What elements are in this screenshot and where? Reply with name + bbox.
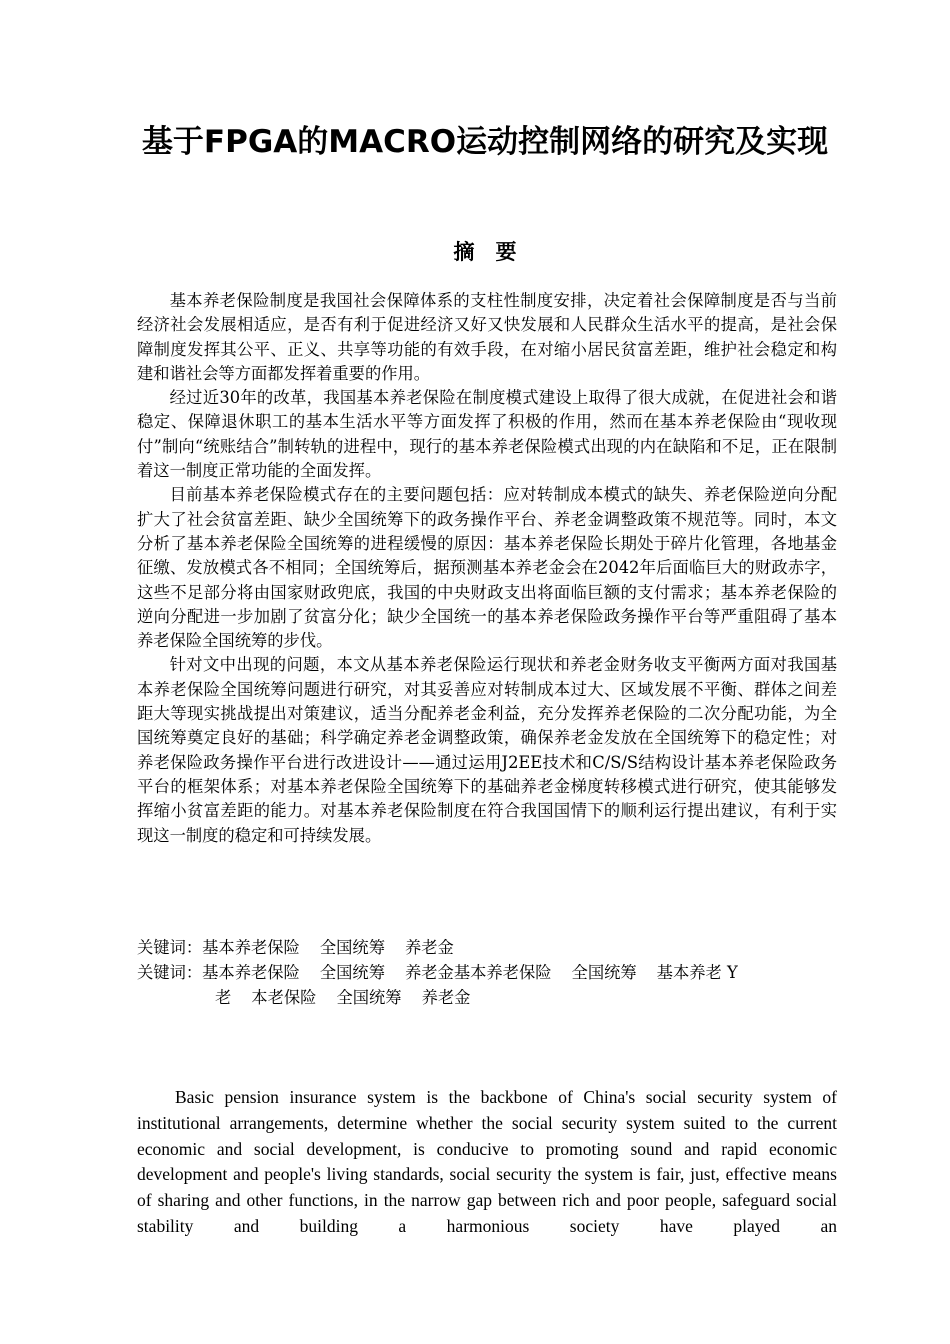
english-paragraph: Basic pension insurance system is the backbone of China's social security system of institutional arrangements, determine whether the social security system suited to the current economic and social development, is conducive to promoting sound and rapid economic development and people's living standards, social security the system is fair, just, effective means of sharing and other functions, in the narrow gap between rich and poor people, safeguard social stability and building a harmonious society have played an xyxy=(137,1087,837,1236)
keywords-block xyxy=(137,936,837,1010)
abstract-paragraph: 针对文中出现的问题，本文从基本养老保险运行现状和养老金财务收支平衡两方面对我国基本养老保险全国统筹问题进行研究，对其妥善应对转制成本过大、区域发展不平衡、群体之间差距大等现实挑战提出对策建议，适当分配养老金利益，充分发挥养老保险的二次分配功能，为全国统筹奠定良好的基础；科学确定养老金调整政策，确保养老金发放在全国统筹下的稳定性；对养老保险政务操作平台进行改进设计——通过运用J2EE技术和C/S/S结构设计基本养老保险政务平台的框架体系；对基本养老保险全国统筹下的基础养老金梯度转移模式进行研究，使其能够发挥缩小贫富差距的能力。对基本养老保险制度在符合我国国情下的顺利运行提出建议，有利于实现这一制度的稳定和可持续发展。 xyxy=(137,655,837,845)
document-title: 基于FPGA的MACRO运动控制网络的研究及实现 xyxy=(141,124,829,160)
keywords-line-continued xyxy=(137,986,837,1011)
english-abstract xyxy=(137,1085,837,1240)
abstract-paragraph: 经过近30年的改革，我国基本养老保险在制度模式建设上取得了很大成就，在促进社会和谐稳定、保障退休职工的基本生活水平等方面发挥了积极的作用，然而在基本养老保险由“现收现付”制向“统账结合”制转轨的进程中，现行的基本养老保险模式出现的内在缺陷和不足，正在限制着这一制度正常功能的全面发挥。 xyxy=(137,388,837,481)
chinese-abstract xyxy=(137,289,837,848)
keywords-label: 关键词： xyxy=(137,938,203,957)
keyword: 养老金 xyxy=(421,987,471,1007)
keyword: 基本养老保险 xyxy=(202,962,300,982)
keyword: 养老金 xyxy=(404,938,454,957)
keyword: 全国统筹 xyxy=(336,987,402,1007)
keywords-line xyxy=(137,936,837,961)
keywords-label: 关键词： xyxy=(137,962,203,982)
keyword: 基本养老 Y xyxy=(656,962,738,982)
abstract-heading: 摘 要 xyxy=(453,240,517,264)
keyword: 全国统筹 xyxy=(571,962,637,982)
keywords-line xyxy=(137,961,837,986)
keyword: 养老金基本养老保险 xyxy=(404,962,552,982)
keyword: 老 xyxy=(215,987,232,1007)
abstract-paragraph: 基本养老保险制度是我国社会保障体系的支柱性制度安排，决定着社会保障制度是否与当前经济社会发展相适应，是否有利于促进经济又好又快发展和人民群众生活水平的提高，是社会保障制度发挥其公平、正义、共享等功能的有效手段，在对缩小居民贫富差距，维护社会稳定和构建和谐社会等方面都发挥着重要的作用。 xyxy=(137,291,837,383)
keyword: 本老保险 xyxy=(251,987,317,1007)
keyword: 全国统筹 xyxy=(319,938,385,957)
abstract-paragraph: 目前基本养老保险模式存在的主要问题包括：应对转制成本模式的缺失、养老保险逆向分配扩大了社会贫富差距、缺少全国统筹下的政务操作平台、养老金调整政策不规范等。同时，本文分析了基本养老保险全国统筹的进程缓慢的原因：基本养老保险长期处于碎片化管理，各地基金征缴、发放模式各不相同；全国统筹后，据预测基本养老金会在2042年后面临巨大的财政赤字，这些不足部分将由国家财政兜底，我国的中央财政支出将面临巨额的支付需求；基本养老保险的逆向分配进一步加剧了贫富分化；缺少全国统一的基本养老保险政务操作平台等严重阻碍了基本养老保险全国统筹的步伐。 xyxy=(137,485,837,651)
keyword: 全国统筹 xyxy=(319,962,385,982)
keyword: 基本养老保险 xyxy=(202,938,300,957)
